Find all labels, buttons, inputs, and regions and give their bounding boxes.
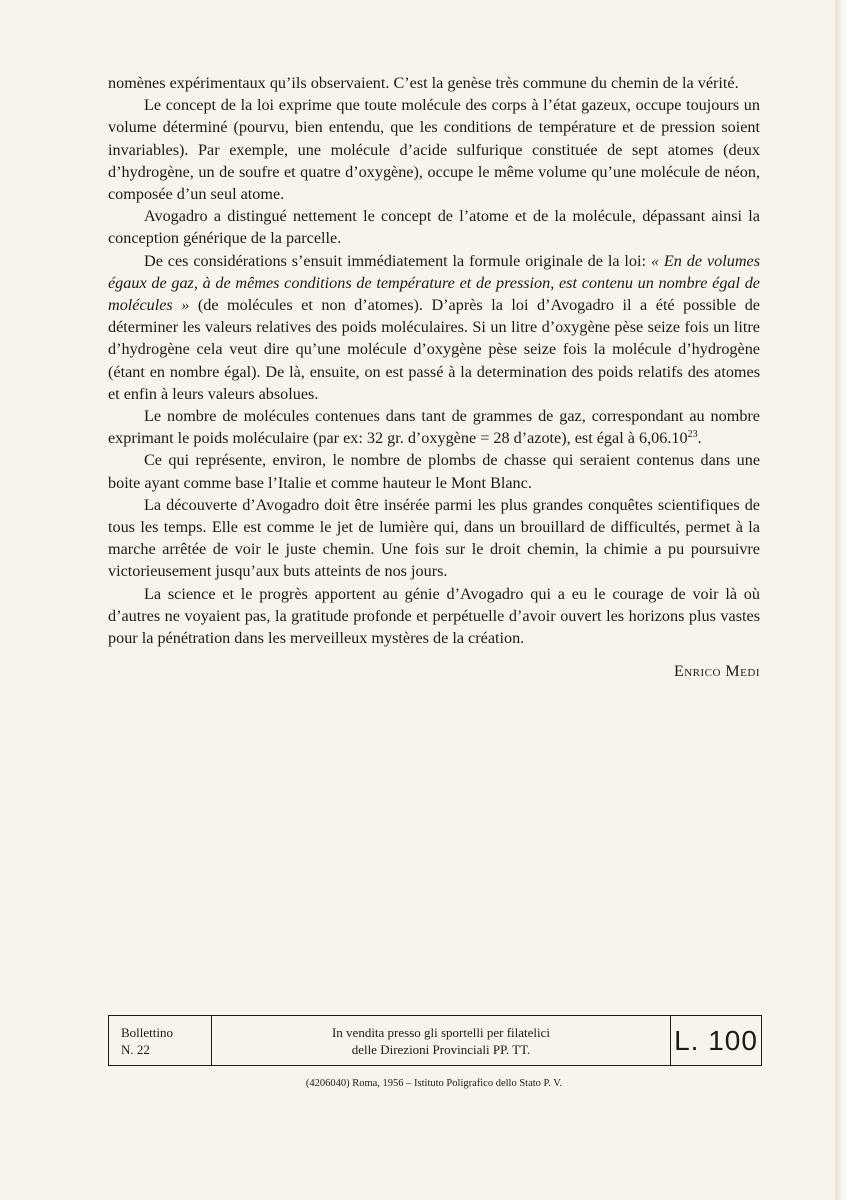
- article-body: [108, 72, 760, 683]
- paragraph-2: Le concept de la loi exprime que toute molécule des corps à l’état gazeux, occupe toujours un volume déterminé (pourvu, bien entendu, que les conditions de température et de pression soient invariables). Par exemple, une molécule d’acide sulfurique constituée de sept atomes (deux d’hydrogène, un de soufre et quatre d’oxygène), occupe le même volume qu’une molécule de néon, composée d’un seul atome.: [108, 96, 760, 204]
- price-label: L. 100: [670, 1016, 761, 1065]
- paragraph-1: nomènes expérimentaux qu’ils observaient. C’est la genèse très commune du chemin de la vérité.: [108, 74, 739, 92]
- paragraph-6: Ce qui représente, environ, le nombre de plombs de chasse qui seraient contenus dans une boite ayant comme base l’Italie et comme hauteur le Mont Blanc.: [108, 451, 760, 492]
- paragraph-4-rest: (de molécules et non d’atomes). D’après la loi d’Avogadro il a été possible de déterminer les valeurs relatives des poids moléculaires. Si un litre d’oxygène pèse seize fois un litre d’hydrogène cela veut dire qu’une molécule d’oxygène pèse seize fois la molécule d’hydrogène (étant en nombre égal). De là, ensuite, on est passé à la determination des poids relatifs des atomes et enfin à leurs valeurs absolues.: [108, 296, 760, 403]
- bulletin-issue: N. 22: [121, 1041, 150, 1057]
- paragraph-5-text: Le nombre de molécules contenues dans tant de grammes de gaz, correspondant au nombre exprimant le poids moléculaire (par ex: 32 gr. d’oxygène = 28 d’azote), est égal à 6,06.10: [108, 407, 760, 448]
- law-quote: « En de volumes égaux de gaz, à de mêmes conditions de température et de pression, est contenu un nombre égal de molécules »: [108, 251, 761, 315]
- paper-edge: [835, 0, 848, 1200]
- paragraph-4: [108, 250, 760, 405]
- sale-line-1: In vendita presso gli sportelli per filatelici: [331, 1024, 551, 1040]
- bulletin-number: [109, 1016, 212, 1065]
- printer-imprint: (4206040) Roma, 1956 – Istituto Poligrafico dello Stato P. V.: [305, 1078, 563, 1089]
- exponent: 23: [687, 429, 698, 441]
- sale-info: [212, 1016, 670, 1065]
- author-signature: Enrico Medi: [673, 663, 760, 681]
- paragraph-7: La découverte d’Avogadro doit être insérée parmi les plus grandes conquêtes scientifiques de tous les temps. Elle est comme le jet de lumière qui, dans un brouillard de difficultés, permet à la marche arrêtée de voir le juste chemin. Une fois sur le droit chemin, la chimie a pu poursuivre victorieusement jusqu’aux buts atteints de nos jours.: [108, 495, 760, 581]
- footer-box: [108, 1015, 762, 1066]
- sale-line-2: delle Direzioni Provinciali PP. TT.: [351, 1041, 531, 1057]
- paragraph-8: La science et le progrès apportent au génie d’Avogadro qui a eu le courage de voir là où d’autres ne voyaient pas, la gratitude profonde et perpétuelle d’avoir ouvert les horizons plus vastes pour la pénétration dans les merveilleux mystères de la création.: [108, 584, 760, 648]
- paragraph-5: [108, 405, 760, 449]
- bulletin-label: Bollettino: [121, 1024, 173, 1040]
- paragraph-4-intro: De ces considérations s’ensuit immédiatement la formule originale de la loi:: [144, 251, 647, 270]
- paragraph-5-end: .: [697, 429, 702, 448]
- paragraph-3: Avogadro a distingué nettement le concept de l’atome et de la molécule, dépassant ainsi la conception générique de la parcelle.: [108, 207, 760, 248]
